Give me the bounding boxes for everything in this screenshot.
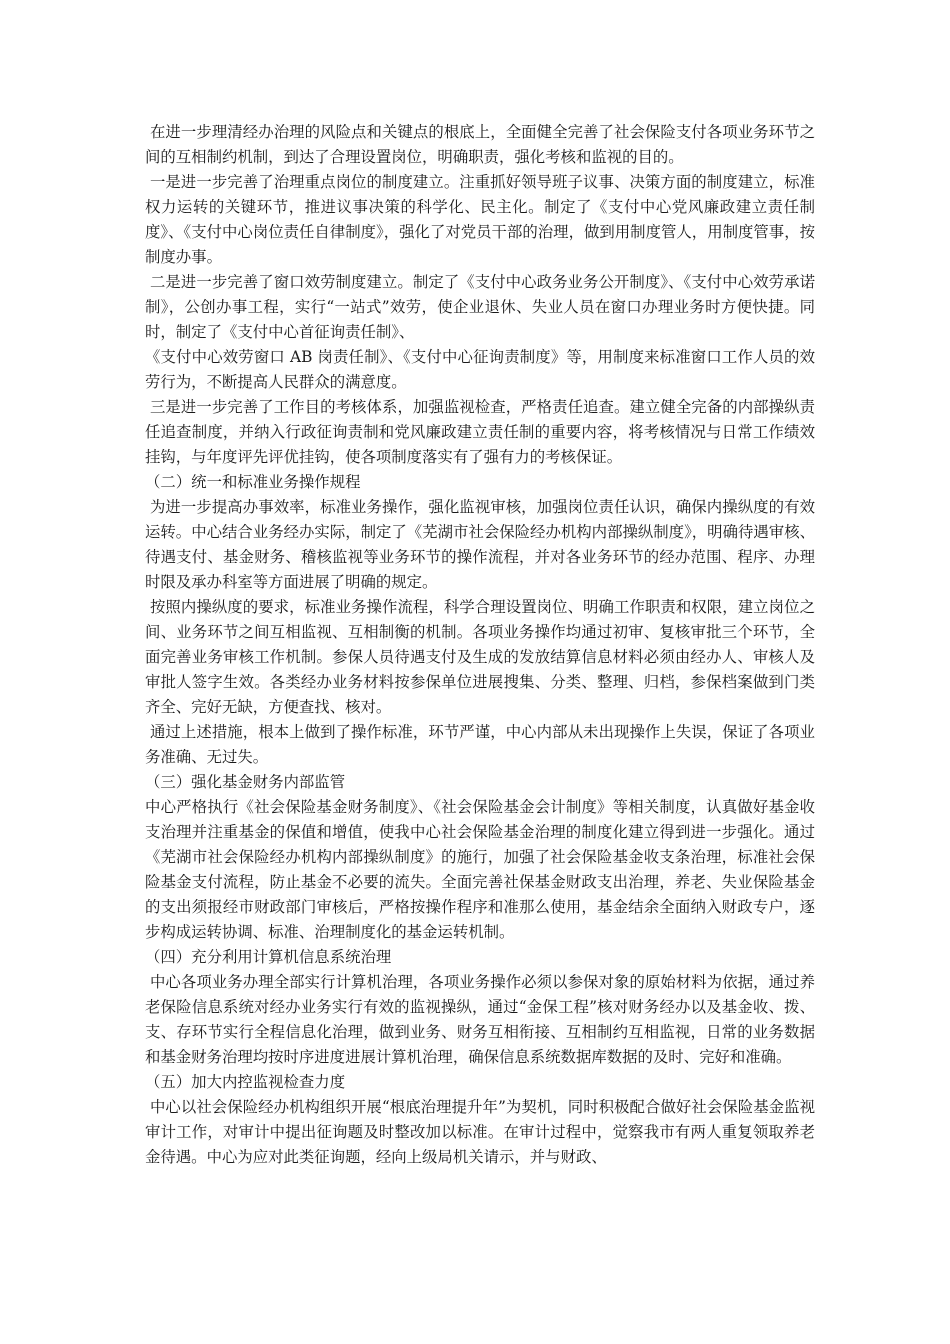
paragraph-point-two-continued: 《支付中心效劳窗口 AB 岗责任制》、《支付中心征询责制度》等，用制度来标准窗口工作人员的效劳行为，不断提高人民群众的满意度。 (145, 348, 815, 391)
section-heading-5: （五）加大内控监视检查力度 (145, 1073, 346, 1091)
paragraph-internal-control: 按照内操纵度的要求，标准业务操作流程，科学合理设置岗位、明确工作职责和权限，建立岗位之间、业务环节之间互相监视、互相制衡的机制。各项业务操作均通过初审、复核审批三个环节，全面完善业务审核工作机制。参保人员待遇支付及生成的发放结算信息材料必须由经办人、审核人及审批人签字生效。各类经办业务材料按参保单位进展搜集、分类、整理、归档，参保档案做到门类齐全、完好无缺，方便查找、核对。 (145, 598, 815, 716)
section-heading-4: （四）充分利用计算机信息系统治理 (145, 948, 392, 966)
paragraph-measures-result: 通过上述措施，根本上做到了操作标准，环节严谨，中心内部从未出现操作上失误，保证了各项业务准确、无过失。 (145, 723, 815, 766)
paragraph-point-two: 二是进一步完善了窗口效劳制度建立。制定了《支付中心政务业务公开制度》、《支付中心效劳承诺制》，公创办事工程，实行“一站式”效劳，使企业退休、失业人员在窗口办理业务时方便快捷。同时，制定了《支付中心首征询责任制》、 (145, 273, 815, 341)
document-body (145, 120, 815, 1170)
paragraph-fund-finance: 中心严格执行《社会保险基金财务制度》、《社会保险基金会计制度》等相关制度，认真做好基金收支治理并注重基金的保值和增值，使我中心社会保险基金治理的制度化建立得到进一步强化。通过《芜湖市社会保险经办机构内部操纵制度》的施行，加强了社会保险基金收支条治理，标准社会保险基金支付流程，防止基金不必要的流失。全面完善社保基金财政支出治理，养老、失业保险基金的支出须报经市财政部门审核后，严格按操作程序和准那么使用，基金结余全面纳入财政专户，逐步构成运转协调、标准、治理制度化的基金运转机制。 (145, 798, 815, 941)
paragraph-audit-inspection: 中心以社会保险经办机构组织开展“根底治理提升年”为契机，同时积极配合做好社会保险基金监视审计工作，对审计中提出征询题及时整改加以标准。在审计过程中，觉察我市有两人重复领取养老金待遇。中心为应对此类征询题，经向上级局机关请示，并与财政、 (145, 1098, 815, 1166)
paragraph-operation-rules: 为进一步提高办事效率，标准业务操作，强化监视审核，加强岗位责任认识，确保内操纵度的有效运转。中心结合业务经办实际，制定了《芜湖市社会保险经办机构内部操纵制度》，明确待遇审核、待遇支付、基金财务、稽核监视等业务环节的操作流程，并对各业务环节的经办范围、程序、办理时限及承办科室等方面进展了明确的规定。 (145, 498, 815, 591)
paragraph-computer-system: 中心各项业务办理全部实行计算机治理，各项业务操作必须以参保对象的原始材料为依据，通过养老保险信息系统对经办业务实行有效的监视操纵，通过“金保工程”核对财务经办以及基金收、拨、支、存环节实行全程信息化治理，做到业务、财务互相衔接、互相制约互相监视，日常的业务数据和基金财务治理均按时序进度进展计算机治理，确保信息系统数据库数据的及时、完好和准确。 (145, 973, 815, 1066)
paragraph-point-one: 一是进一步完善了治理重点岗位的制度建立。注重抓好领导班子议事、决策方面的制度建立，标准权力运转的关键环节，推进议事决策的科学化、民主化。制定了《支付中心党风廉政建立责任制度》、《支付中心岗位责任自律制度》，强化了对党员干部的治理，做到用制度管人，用制度管事，按制度办事。 (145, 173, 815, 266)
paragraph-intro: 在进一步理清经办治理的风险点和关键点的根底上，全面健全完善了社会保险支付各项业务环节之间的互相制约机制，到达了合理设置岗位，明确职责，强化考核和监视的目的。 (145, 123, 815, 166)
paragraph-point-three: 三是进一步完善了工作目的考核体系，加强监视检查，严格责任追查。建立健全完备的内部操纵责任追查制度，并纳入行政征询责制和党风廉政建立责任制的重要内容，将考核情况与日常工作绩效挂钩，与年度评先评优挂钩，使各项制度落实有了强有力的考核保证。 (145, 398, 815, 466)
section-heading-2: （二）统一和标准业务操作规程 (145, 473, 361, 491)
section-heading-3: （三）强化基金财务内部监管 (145, 773, 346, 791)
